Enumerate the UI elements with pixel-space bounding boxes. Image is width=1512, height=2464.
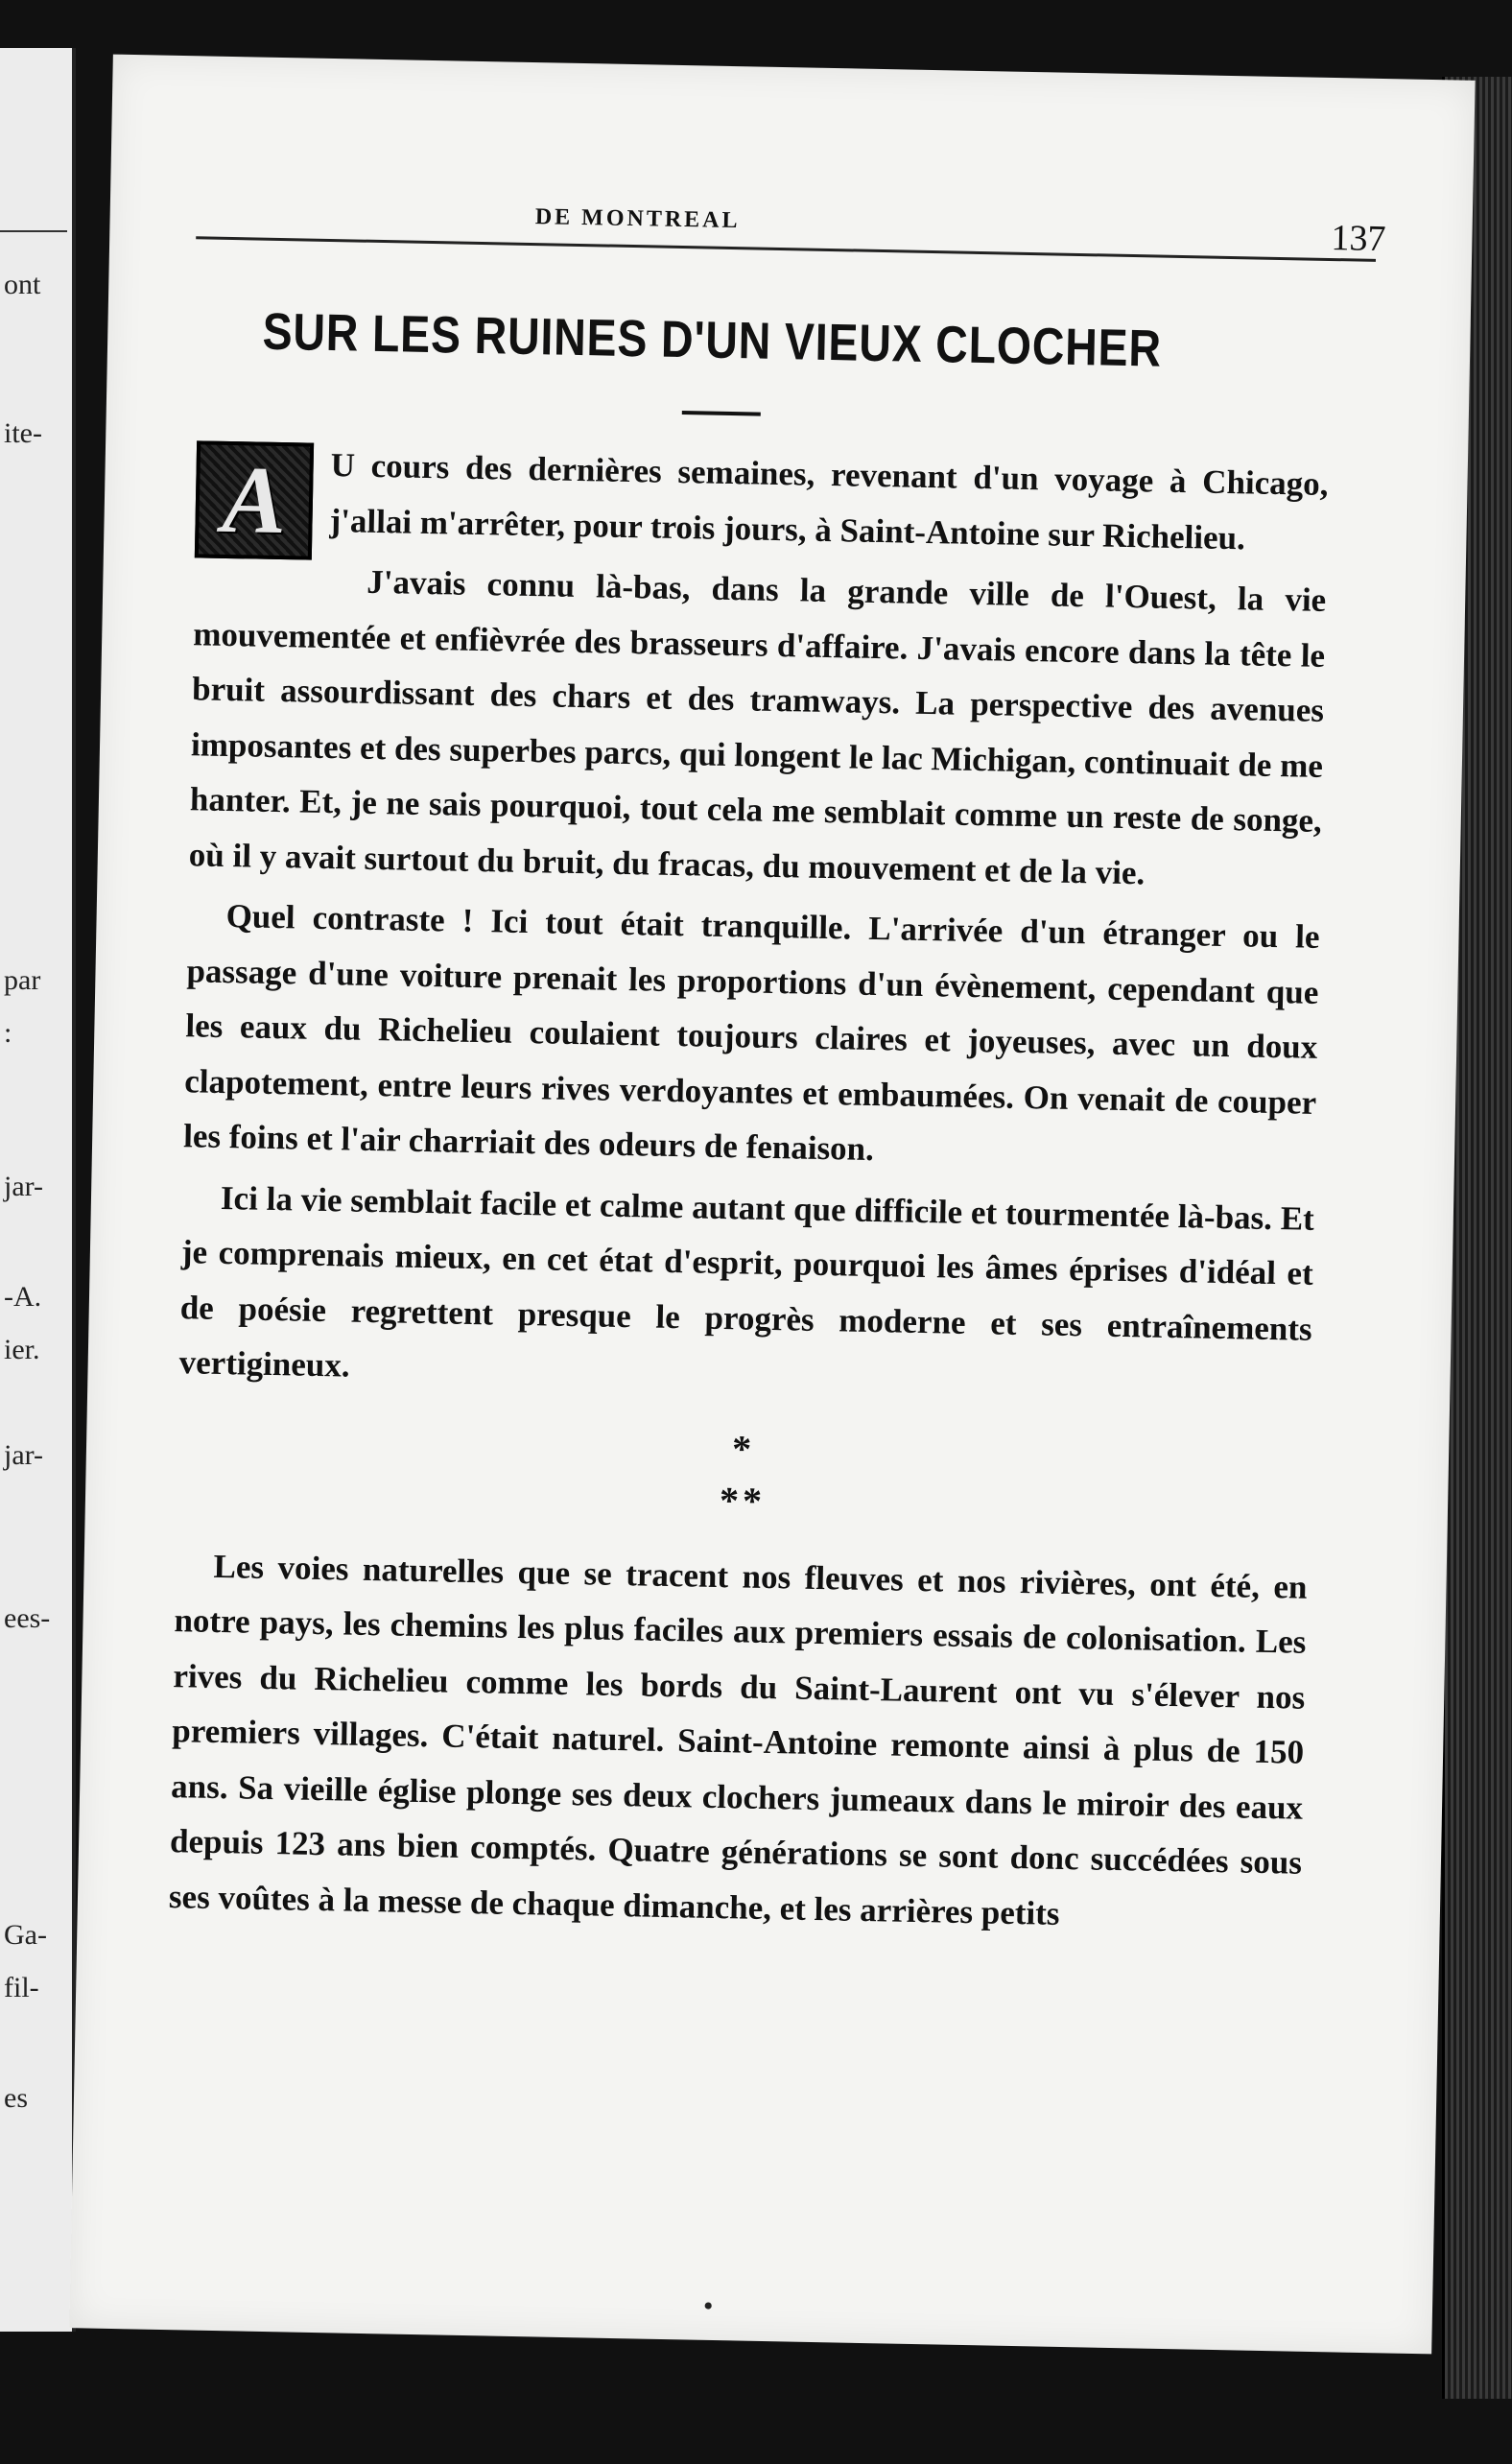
paragraph-text: U cours des dernières semaines, revenant d'un voyage à Chicago, j'allai m'arrêter, pour trois jours, à Saint-Antoine sur Richelieu. <box>329 446 1329 557</box>
facing-page-fragment: fil- <box>4 1972 39 2003</box>
facing-page-fragment: : <box>4 1017 12 1049</box>
bottom-mark: • <box>702 2289 714 2323</box>
paragraph: Les voies naturelles que se tracent nos fleuves et nos rivières, ont été, en notre pays, les chemins les plus faciles aux premiers essais de colonisation. Les rives du Richelieu comme les bords du Saint-Laurent ont vu s'élever nos premiers villages. C'était naturel. Saint-Antoine remonte ainsi à plus de 150 ans. Sa vieille église plonge ses deux clochers jumeaux dans le miroir des eaux depuis 123 ans bien comptés. Quatre générations se sont donc succédées sous ses voûtes à la messe de chaque dimanche, et les arrières petits <box>168 1547 1308 1932</box>
facing-page-fragment: ier. <box>4 1334 40 1365</box>
section-asterism <box>177 1419 1311 1531</box>
facing-page-fragment: jar- <box>4 1439 44 1471</box>
paragraph: J'avais connu là-bas, dans la grande ville de l'Ouest, la vie mouvementée et enfièvrée des brasseurs d'affaire. J'avais encore dans la tête le bruit assourdissant des chars et des tramways. La perspective des avenues imposantes et des superbes parcs, qui longent le lac Michigan, continuait de me hanter. Et, je ne sais pourquoi, tout cela me semblait comme un reste de songe, où il y avait surtout du bruit, du fracas, du mouvement et de la vie. <box>188 562 1327 891</box>
facing-page-fragment: jar- <box>4 1171 44 1202</box>
facing-page-margin <box>0 48 76 2332</box>
facing-page-fragment: ees- <box>4 1602 51 1634</box>
book-page <box>69 55 1475 2355</box>
paragraph: Ici la vie semblait facile et calme autant que difficile et tourmentée là-bas. Et je comprenais mieux, en cet état d'esprit, pourquoi les âmes éprises d'idéal et de poésie regrettent presque le progrès moderne et ses entraînements vertigineux. <box>178 1178 1315 1385</box>
paragraph <box>195 435 1329 567</box>
facing-page-fragment: -A. <box>4 1281 42 1313</box>
running-head: DE MONTREAL <box>534 204 741 234</box>
chapter-title: SUR LES RUINES D'UN VIEUX CLOCHER <box>262 302 1163 378</box>
facing-page-fragment: ont <box>4 269 41 300</box>
drop-cap-letter: A <box>221 445 288 555</box>
facing-page-fragment: ite- <box>4 417 42 449</box>
asterism-top: * <box>731 1426 756 1471</box>
title-rule <box>682 411 761 416</box>
facing-page-fragment: es <box>4 2082 28 2114</box>
facing-page-fragment: Ga- <box>4 1919 47 1951</box>
body-text <box>168 435 1329 1951</box>
facing-page-fragment: par <box>4 964 41 996</box>
ornamental-drop-cap <box>195 440 314 559</box>
page-number: 137 <box>1331 217 1386 260</box>
asterism-bottom: ** <box>719 1478 767 1523</box>
header-rule <box>196 236 1376 262</box>
paragraph: Quel contraste ! Ici tout était tranquille. L'arrivée d'un étranger ou le passage d'une voiture prenait les proportions d'un évènement, cependant que les eaux du Richelieu coulaient toujours claires et joyeuses, avec un doux clapotement, entre leurs rives verdoyantes et embaumées. On venait de couper les foins et l'air charriait des odeurs de fenaison. <box>182 897 1320 1169</box>
facing-page-rule <box>0 230 67 232</box>
